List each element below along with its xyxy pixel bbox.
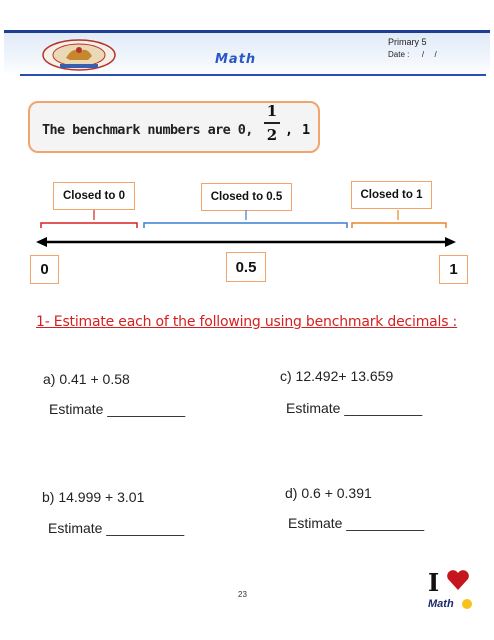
school-logo-icon <box>40 38 118 72</box>
date-label <box>388 50 437 59</box>
fraction-numerator: 1 <box>266 102 278 120</box>
bracket-closed-1 <box>352 223 446 228</box>
date-separator: / <box>434 50 437 59</box>
closed-to-1-box: Closed to 1 <box>351 181 432 209</box>
exercise-d-expression: d) 0.6 + 0.391 <box>285 485 372 501</box>
smiley-icon <box>462 599 472 609</box>
benchmark-intro: The benchmark numbers are 0, <box>42 122 253 138</box>
value-box-0: 0 <box>30 255 59 284</box>
logo-i: I <box>428 568 440 597</box>
date-separator: / <box>421 50 425 59</box>
exercise-c-expression: c) 12.492+ 13.659 <box>280 368 394 384</box>
exercise-a-estimate[interactable]: Estimate __________ <box>49 401 186 417</box>
exercise-b-expression: b) 14.999 + 3.01 <box>42 489 145 505</box>
closed-to-half-box: Closed to 0.5 <box>201 183 292 211</box>
heart-icon <box>446 569 470 591</box>
date-label-text: Date : <box>388 50 410 59</box>
half-fraction <box>264 102 280 144</box>
value-box-half: 0.5 <box>226 252 266 282</box>
number-line-diagram <box>0 210 494 250</box>
benchmark-comma: , <box>285 122 294 138</box>
bracket-closed-half <box>144 223 347 228</box>
benchmark-one: 1 <box>302 122 311 138</box>
arrow-right-icon <box>445 237 456 247</box>
exercise-c-estimate[interactable]: Estimate __________ <box>286 400 423 416</box>
exercise-a-expression: a) 0.41 + 0.58 <box>43 371 130 387</box>
i-love-math-logo <box>428 568 439 597</box>
exercise-b-estimate[interactable]: Estimate __________ <box>48 520 185 536</box>
exercise-title: 1- Estimate each of the following using benchmark decimals : <box>36 314 458 330</box>
fraction-denominator: 2 <box>266 126 278 144</box>
arrow-left-icon <box>36 237 47 247</box>
header-divider <box>20 74 486 76</box>
fraction-bar <box>264 122 280 124</box>
closed-to-0-box: Closed to 0 <box>53 182 135 210</box>
page-number: 23 <box>238 590 247 599</box>
grade-label: Primary 5 <box>388 37 427 47</box>
bracket-closed-0 <box>41 223 137 228</box>
exercise-d-estimate[interactable]: Estimate __________ <box>288 515 425 531</box>
header-top-line <box>4 30 490 33</box>
math-brand: Math <box>215 52 257 67</box>
value-box-1: 1 <box>439 255 468 284</box>
logo-math-text: Math <box>428 598 454 610</box>
